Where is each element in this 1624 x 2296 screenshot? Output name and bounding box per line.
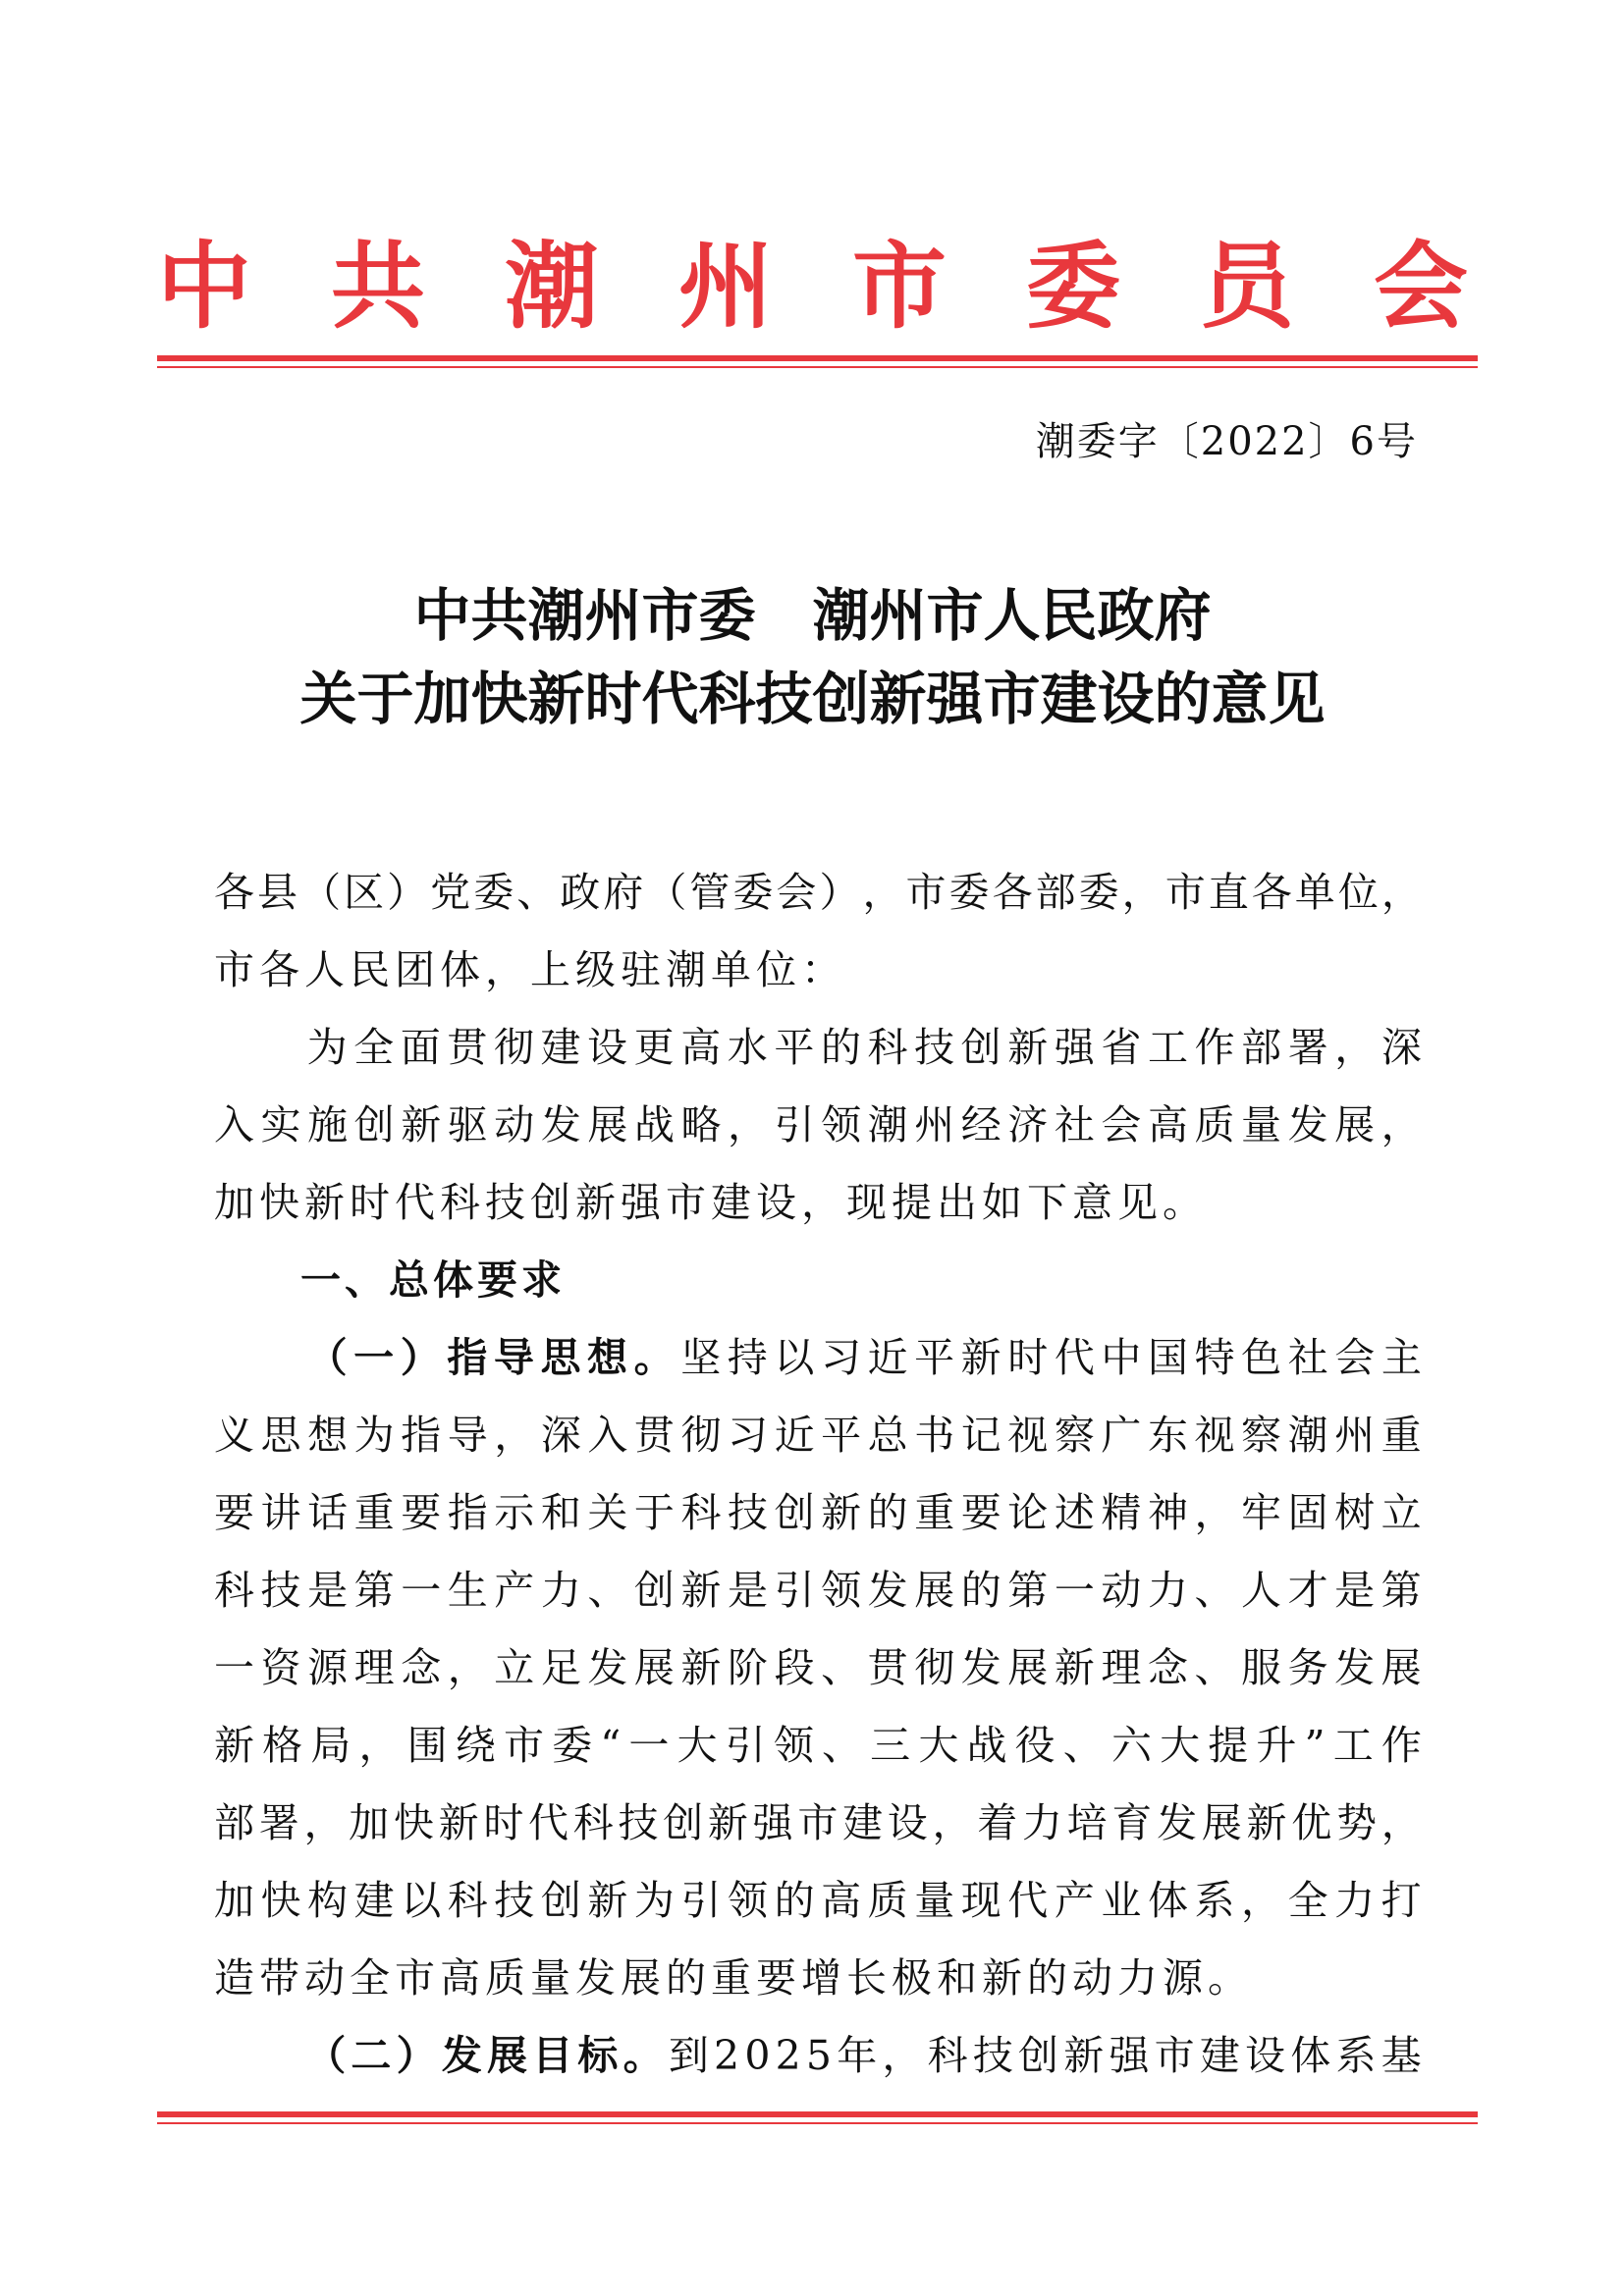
document-body	[214, 854, 1422, 2095]
paragraph-line: 一 资 源 理 念 ， 立 足 发 展 新 阶 段 、 贯 彻 发 展 新 理 念 、 服 务 发 展	[214, 1644, 1422, 1691]
header-char: 潮	[505, 231, 599, 342]
document-number: 潮委字〔2022〕6号	[1035, 419, 1418, 464]
header-char: 市	[852, 231, 947, 342]
document-title	[157, 574, 1468, 741]
paragraph-line: 要 讲 话 重 要 指 示 和 关 于 科 技 创 新 的 重 要 论 述 精 神 ， 牢 固 树 立	[214, 1489, 1422, 1536]
header-char: 州	[678, 231, 773, 342]
issuing-organization-header	[157, 228, 1468, 346]
header-char: 员	[1200, 231, 1294, 342]
header-char: 会	[1374, 231, 1468, 342]
header-char: 共	[331, 231, 425, 342]
header-red-rule-thin	[157, 366, 1478, 368]
header-char: 委	[1026, 231, 1120, 342]
paragraph-line: （ 二 ） 发 展 目 标 。 到 2 0 2 5 年 ， 科 技 创 新 强 市 建 设 体 系 基	[305, 2032, 1422, 2079]
paragraph-line: 造带动全市高质量发展的重要增长极和新的动力源。	[214, 1954, 1253, 2002]
paragraph-line: 为 全 面 贯 彻 建 设 更 高 水 平 的 科 技 创 新 强 省 工 作 部 署 ， 深	[306, 1024, 1422, 1071]
section-heading: 一、总体要求	[300, 1256, 566, 1304]
footer-red-rule-thick	[157, 2111, 1478, 2117]
paragraph-line: （ 一 ） 指 导 思 想 。 坚 持 以 习 近 平 新 时 代 中 国 特 色 社 会 主	[306, 1334, 1422, 1381]
document-title-line-2: 关于加快新时代科技创新强市建设的意见	[299, 666, 1326, 732]
paragraph-line: 义 思 想 为 指 导 ， 深 入 贯 彻 习 近 平 总 书 记 视 察 广 东 视 察 潮 州 重	[214, 1412, 1422, 1459]
header-char: 中	[157, 231, 251, 342]
document-title-line-1: 中共潮州市委 潮州市人民政府	[413, 582, 1212, 649]
addressee-line: 市各人民团体，上级驻潮单位：	[214, 946, 846, 993]
footer-red-rule-thin	[157, 2122, 1478, 2124]
header-red-rule-thick	[157, 355, 1478, 361]
paragraph-line: 入 实 施 创 新 驱 动 发 展 战 略 ， 引 领 潮 州 经 济 社 会 高 质 量 发 展 ，	[214, 1101, 1422, 1148]
paragraph-line: 科 技 是 第 一 生 产 力 、 创 新 是 引 领 发 展 的 第 一 动 力 、 人 才 是 第	[214, 1567, 1422, 1614]
paragraph-line: 新 格 局 ， 围 绕 市 委 “ 一 大 引 领 、 三 大 战 役 、 六 大 提 升 ” 工 作	[214, 1722, 1422, 1769]
paragraph-line: 部 署 ， 加 快 新 时 代 科 技 创 新 强 市 建 设 ， 着 力 培 育 发 展 新 优 势 ，	[214, 1799, 1422, 1846]
paragraph-line: 加 快 构 建 以 科 技 创 新 为 引 领 的 高 质 量 现 代 产 业 体 系 ， 全 力 打	[214, 1877, 1422, 1924]
addressee-line: 各 县 （ 区 ） 党 委 、 政 府 （ 管 委 会 ） ， 市 委 各 部 委 ， 市 直 各 单 位 ，	[214, 869, 1422, 916]
paragraph-line: 加快新时代科技创新强市建设，现提出如下意见。	[214, 1179, 1208, 1226]
